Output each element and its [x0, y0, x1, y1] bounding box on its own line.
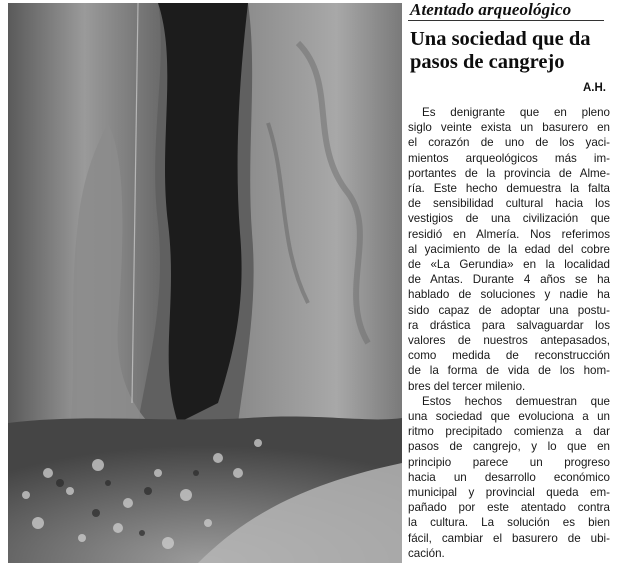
text-line: de «La Gerundia» en la localidad — [408, 258, 610, 272]
text-line: bres del tercer milenio. — [408, 379, 526, 393]
article-photo — [8, 3, 402, 563]
text-line: como medida de reconstrucción — [408, 349, 610, 363]
paragraph-2 — [408, 394, 610, 561]
text-line: pañado por este atentado contra — [408, 501, 610, 515]
text-line: Estos hechos demuestran que — [422, 394, 610, 408]
article-column — [408, 0, 614, 566]
text-line: sido capaz de adoptar una postu- — [408, 303, 610, 317]
text-line: valores de nuestros antepasados, — [408, 334, 610, 348]
photo-rock-cave-icon — [8, 3, 402, 563]
text-line: cación. — [408, 546, 445, 560]
text-line: ritmo precipitado comienza a dar — [408, 425, 610, 439]
paragraph-1 — [408, 105, 610, 394]
article-body — [408, 105, 610, 561]
text-line: siglo veinte exista un basurero en — [408, 121, 610, 135]
text-line: portantes de la provincia de Alme- — [408, 166, 610, 180]
headline-line: Una sociedad que da — [410, 28, 591, 50]
text-line: la cultura. La solución es bien — [408, 516, 610, 530]
text-line: Es denigrante que en pleno — [422, 106, 610, 119]
text-line: de sensibilidad cultural hacia los — [408, 197, 610, 211]
text-line: residió en Almería. Nos referimos — [408, 227, 610, 241]
text-line: hacia un desarrollo económico — [408, 470, 610, 484]
text-line: al yacimiento de la edad del cobre — [408, 242, 610, 256]
text-line: el corazón de uno de los yaci- — [408, 136, 610, 150]
section-rule — [408, 20, 604, 21]
text-line: principio parece un progreso — [408, 455, 610, 469]
text-line: municipal y provincial queda em- — [408, 486, 610, 500]
text-line: ra drástica para salvaguardar los — [408, 318, 610, 332]
text-line: vestigios de una civilización que — [408, 212, 610, 226]
text-line: pasos de cangrejo, y lo que en — [408, 440, 610, 454]
headline-line: pasos de cangrejo — [410, 51, 565, 73]
headline — [410, 28, 610, 74]
text-line: fácil, cambiar el basurero de ubi- — [408, 531, 610, 545]
text-line: de la forma de vida de los hom- — [408, 364, 610, 378]
text-line: una sociedad que evoluciona a un — [408, 410, 610, 424]
byline: A.H. — [583, 82, 606, 94]
text-line: ría. Este hecho demuestra la falta — [408, 182, 610, 196]
text-line: hablado de soluciones y nadie ha — [408, 288, 610, 302]
section-title: Atentado arqueológico — [410, 0, 572, 19]
text-line: de Antas. Durante 4 años se ha — [408, 273, 610, 287]
text-line: mientos arqueológicos más im- — [408, 151, 610, 165]
